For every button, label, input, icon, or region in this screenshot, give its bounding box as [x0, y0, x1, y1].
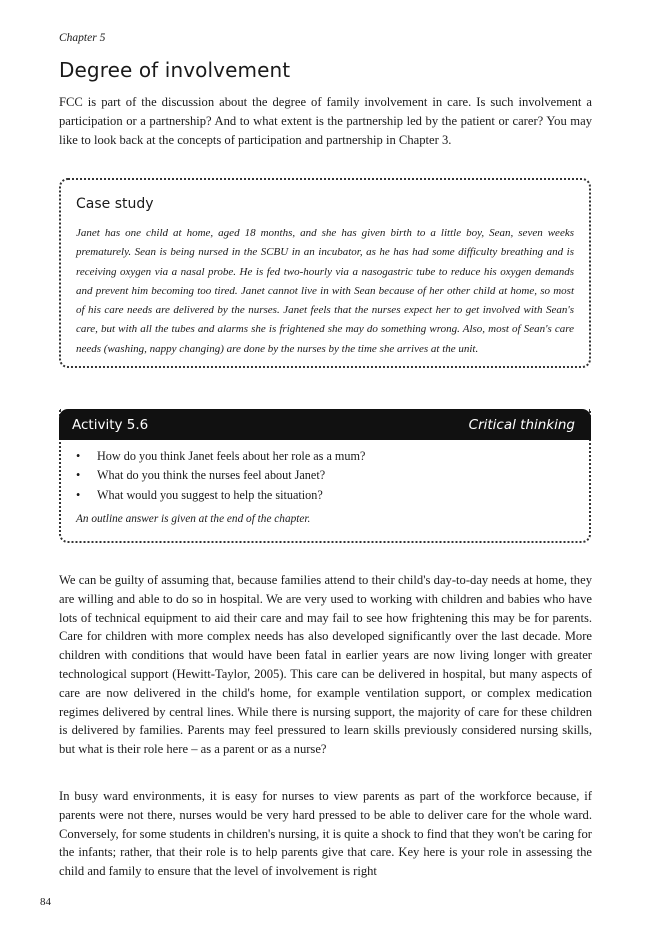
- case-study-title: Case study: [76, 196, 154, 212]
- activity-note: An outline answer is given at the end of the chapter.: [76, 513, 311, 525]
- case-study-text: Janet has one child at home, aged 18 months, and she has given birth to a little boy, Sean, seven weeks prematurely. Sean is being nursed in the SCBU in an incubator, as he has had some difficulty breathing and is receiving oxygen via a nasal probe. He is fed two-hourly via a nasogastric tube to reduce his oxygen demands and prevent him becoming too tired. Janet cannot live in with Sean because of her other child at home, so most of his care needs are delivered by the nurses. Janet feels that the nurses expect her to get involved with Sean's care, but with all the tubes and alarms she is frightened she may do something wrong. Also, most of Sean's care needs (washing, nappy changing) are done by the nurses by the time she arrives at the unit.: [76, 227, 574, 355]
- activity-question-text: What would you suggest to help the situation?: [97, 487, 323, 502]
- bullet-icon: •: [76, 449, 81, 463]
- activity-question: [76, 486, 365, 505]
- case-study-box: [59, 178, 591, 368]
- bullet-icon: •: [76, 487, 81, 502]
- body-paragraph: In busy ward environments, it is easy for nurses to view parents as part of the workforce because, if parents were not there, nurses would be very hard pressed to be able to deliver care for the whole ward. Conversely, for some students in children's nursing, it is quite a shock to find that they won't be caring for the infants; rather, that their role is to help parents give that care. Key here is your role in assessing the child and family to ensure that the level of involvement is right: [59, 789, 592, 879]
- activity-box: [59, 409, 591, 543]
- activity-question-text: How do you think Janet feels about her role as a mum?: [97, 449, 366, 463]
- activity-title: Activity 5.6: [72, 417, 149, 433]
- page-number: 84: [40, 896, 51, 908]
- activity-question-list: [76, 447, 365, 505]
- intro-paragraph: FCC is part of the discussion about the degree of family involvement in care. Is such involvement a participation or a partnership? And to what extent is the partnership led by the patient or carer? You may like to look back at the concepts of participation and partnership in Chapter 3.: [59, 95, 592, 147]
- activity-question-text: What do you think the nurses feel about Janet?: [97, 468, 326, 483]
- page-title: Degree of involvement: [59, 58, 291, 82]
- body-paragraph: We can be guilty of assuming that, because families attend to their child's day-to-day needs at home, they are willing and able to do so in hospital. We are very used to working with children and babies who have lots of technical equipment to aid their care and may fail to see how frightening this may be for parents. Care for children with more complex needs has also developed significantly over the last decade. More children with conditions that would have been fatal in earlier years are now living longer with greater technological support (Hewitt-Taylor, 2005). This care can be delivered in hospital, but many aspects of care are now delivered in the child's home, for example ventilation support, or complex medication regimes delivered by central lines. While there is nursing support, the majority of care for these children is delivered by families. Parents may feel pressured to learn skills previously considered nursing skills, but what is their role here – as a parent or as a nurse?: [59, 573, 592, 757]
- activity-question: [76, 447, 365, 466]
- bullet-icon: •: [76, 468, 81, 483]
- activity-question: [76, 466, 365, 485]
- chapter-label: Chapter 5: [59, 32, 106, 44]
- activity-tag: Critical thinking: [468, 417, 575, 433]
- activity-header: [59, 409, 591, 440]
